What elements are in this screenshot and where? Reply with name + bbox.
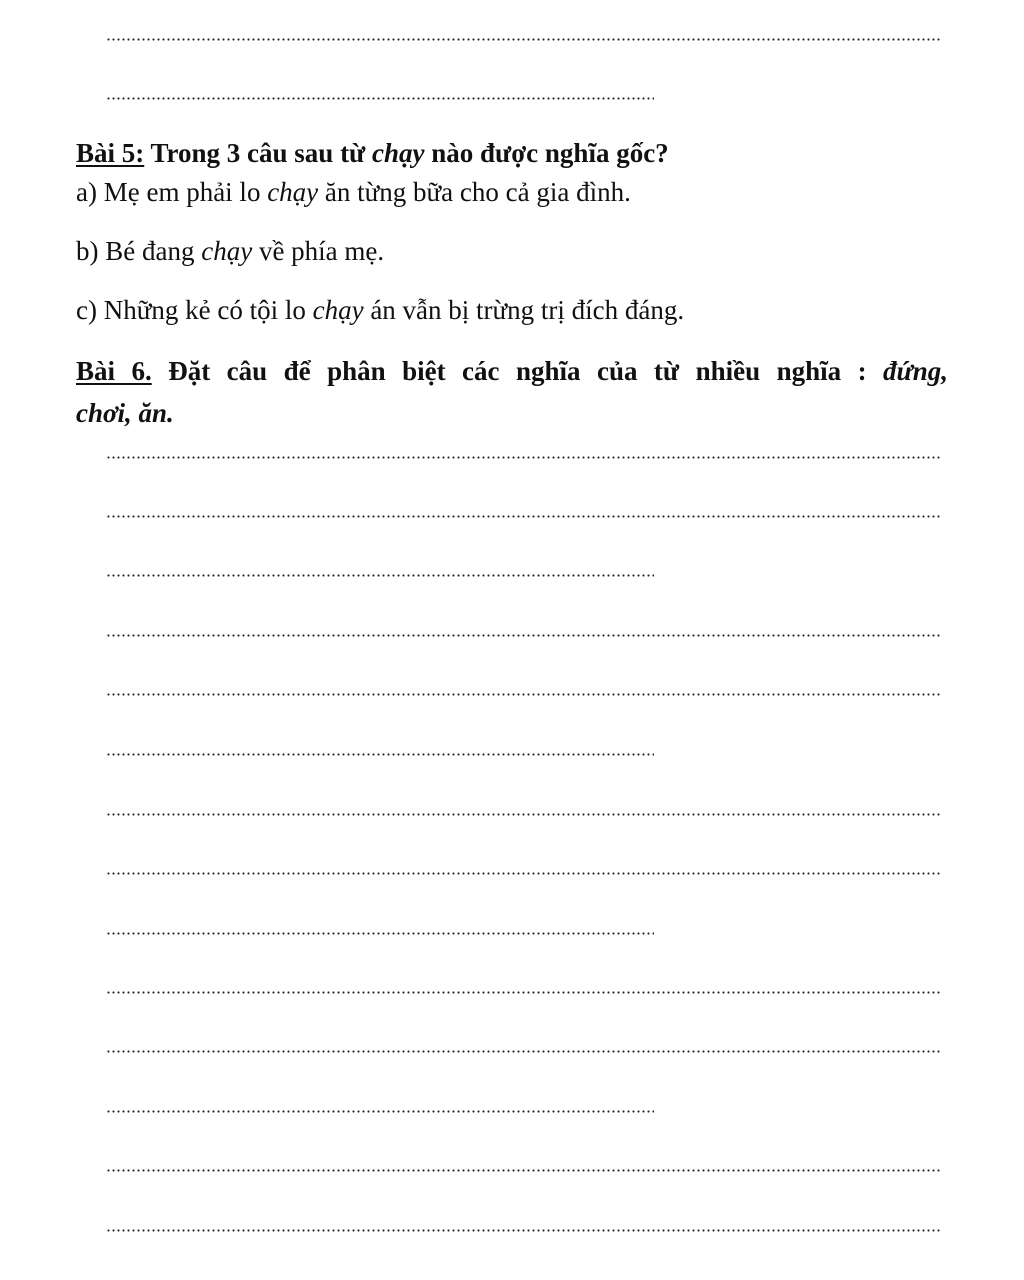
exercise-6-heading-line-1: Bài 6. Đặt câu để phân biệt các nghĩa của từ nhiều nghĩa : đứng, (76, 356, 948, 386)
answer-line[interactable] (106, 1169, 941, 1172)
exercise-5-option-c: c) Những kẻ có tội lo chạy án vẫn bị trừng trị đích đáng. (76, 295, 685, 325)
answer-line[interactable] (106, 991, 941, 994)
exercise-5-option-a: a) Mẹ em phải lo chạy ăn từng bữa cho cả gia đình. (76, 177, 631, 207)
exercise-5-label: Bài 5: (76, 138, 145, 168)
answer-line[interactable] (106, 753, 654, 756)
answer-line[interactable] (106, 634, 941, 637)
answer-line[interactable] (106, 872, 941, 875)
answer-line[interactable] (106, 1229, 941, 1232)
answer-line (106, 38, 941, 41)
answer-line[interactable] (106, 1110, 654, 1113)
exercise-5-heading: Bài 5: Trong 3 câu sau từ chạy nào được nghĩa gốc? (76, 138, 669, 168)
exercise-6-label: Bài 6. (76, 356, 152, 386)
exercise-5-option-b: b) Bé đang chạy về phía mẹ. (76, 236, 385, 266)
answer-line[interactable] (106, 813, 941, 816)
answer-line[interactable] (106, 515, 941, 518)
answer-line[interactable] (106, 574, 654, 577)
answer-line[interactable] (106, 693, 941, 696)
answer-line[interactable] (106, 1050, 941, 1053)
exercise-6-heading-line-2: chơi, ăn. (76, 398, 174, 428)
answer-line (106, 97, 654, 100)
answer-line[interactable] (106, 456, 941, 459)
answer-line[interactable] (106, 932, 654, 935)
